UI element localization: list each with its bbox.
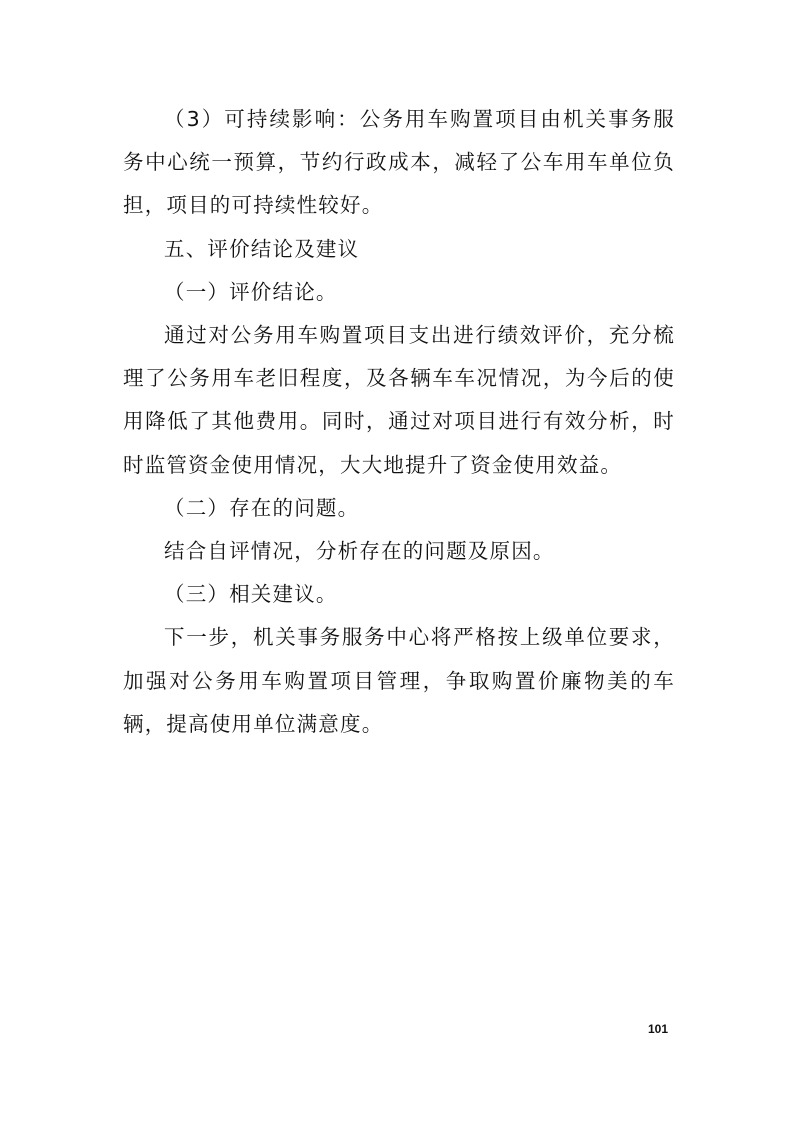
page-number: 101 — [648, 1022, 669, 1036]
paragraph-related-suggestions: 下一步，机关事务服务中心将严格按上级单位要求，加强对公务用车购置项目管理，争取购置价廉物美的车辆，提高使用单位满意度。 — [123, 625, 675, 736]
paragraph-evaluation-conclusion: 通过对公务用车购置项目支出进行绩效评价，充分梳理了公务用车老旧程度，及各辆车车况情况，为今后的使用降低了其他费用。同时，通过对项目进行有效分析，时时监管资金使用情况，大大地提升了资金使用效益。 — [123, 323, 675, 477]
document-body — [123, 98, 675, 746]
paragraph-existing-problems: 结合自评情况，分析存在的问题及原因。 — [164, 539, 555, 564]
subheading-evaluation-conclusion: （一）评价结论。 — [164, 279, 338, 304]
subheading-existing-problems: （二）存在的问题。 — [164, 495, 360, 520]
subheading-related-suggestions: （三）相关建议。 — [164, 582, 338, 607]
section-heading-conclusions: 五、评价结论及建议 — [164, 236, 360, 261]
paragraph-sustainability-impact: （3）可持续影响：公务用车购置项目由机关事务服务中心统一预算，节约行政成本，减轻了公车用车单位负担，项目的可持续性较好。 — [123, 107, 675, 218]
